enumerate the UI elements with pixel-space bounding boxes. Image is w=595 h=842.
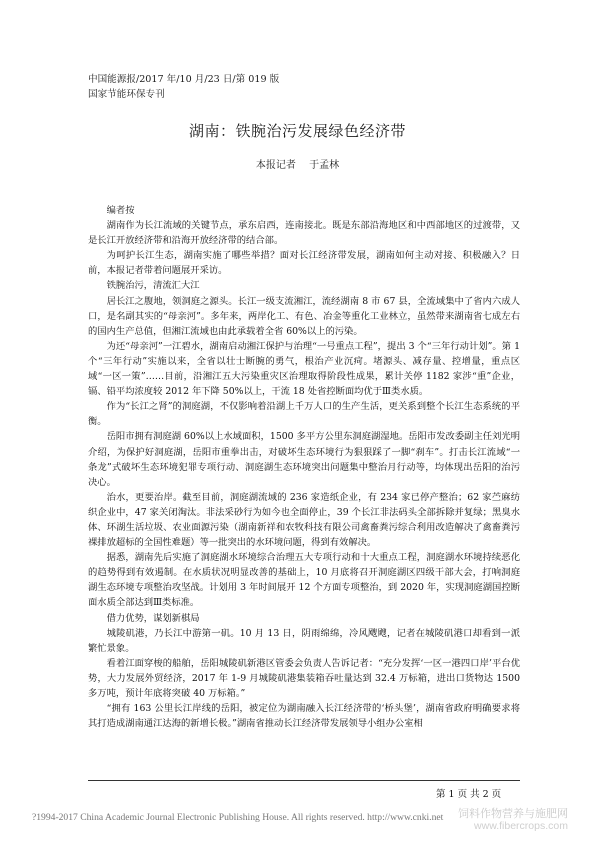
paragraph: 岳阳市拥有洞庭湖 60%以上水域面积，1500 多平方公里东洞庭湖湿地。岳阳市发改委副主任刘光明介绍，为保护好洞庭湖，岳阳市重拳出击，对破坏生态环境行为狠狠踩了一脚“刹车”。打击长江流域“一条龙”式破坏生态环境犯罪专项行动、洞庭湖生态环境突出问题集中整治月行动等，均体现出岳阳的治污决心。	[88, 431, 520, 488]
section-heading: 铁腕治污，清流汇大江	[106, 280, 200, 292]
article-body	[88, 203, 520, 731]
paragraph: 为还“母亲河”一江碧水，湖南启动湘江保护与治理“一号重点工程”，提出 3 个“三年行动计划”。第 1 个“三年行动”实施以来，全省以壮士断腕的勇气，根治产业沉疴。堵源头、减存量、控增量，重点区域“一区一策”……目前，沿湘江五大污染重灾区治理取得阶段性成果，累计关停 1182 家涉“重”企业，镉、铅平均浓度较 2012 年下降 50%以上，干流 18 处省控断面均优于Ⅲ类水质。	[88, 340, 520, 398]
watermark-title: 饲料作物营养与施肥网	[458, 808, 568, 820]
paragraph: 城陵矶港，乃长江中游第一矶。10 月 13 日，阴雨绵绵，冷风飕飕，记者在城陵矶港口却看到一派繁忙景象。	[88, 627, 520, 654]
column-name: 国家节能环保专刊	[88, 89, 165, 100]
source-line: 中国能源报/2017 年/10 月/23 日/第 019 版	[88, 74, 280, 85]
section-heading: 借力优势，谋划新棋局	[106, 612, 200, 624]
paragraph: 看着江面穿梭的船舶，岳阳城陵矶新港区管委会负责人告诉记者：“充分发挥‘一区一港四口岸’平台优势，大力发展外贸经济，2017 年 1-9 月城陵矶港集装箱吞吐量达到 32.4 万标箱，进出口货物达 1500 多万吨，预计年底将突破 40 万标箱。”	[88, 657, 520, 699]
paragraph: 治水，更要治岸。截至目前，洞庭湖流域的 236 家造纸企业，有 234 家已停产整治；62 家苎麻纺织企业中，47 家关闭淘汰。非法采砂行为如今也全面停止，39 个长江非法码头全部拆除并复绿；黑臭水体、环湖生活垃圾、农业面源污染（湖南新祥和农牧科技有限公司禽畜粪污综合利用改造解决了禽畜粪污裸排放超标的全国性难题）等一批突出的水环境问题，得到有效解决。	[88, 491, 520, 549]
paragraph: 为呵护长江生态，湖南实施了哪些举措？面对长江经济带发展，湖南如何主动对接、积极融入？日前，本报记者带着问题展开采访。	[88, 250, 520, 277]
site-watermark	[458, 808, 568, 832]
section-label-editor-note: 编者按	[106, 205, 135, 216]
paragraph: 据悉，湖南先后实施了洞庭湖水环境综合治理五大专项行动和十大重点工程，洞庭湖水环境持续恶化的趋势得到有效遏制。在水质状况明显改善的基础上，10 月底将召开洞庭湖区四级干部大会，打响洞庭湖生态环境专项整治攻坚战。计划用 3 年时间展开 12 个方面专项整治，到 2020 年，实现洞庭湖国控断面水质全部达到Ⅲ类标准。	[88, 552, 520, 609]
document-meta	[88, 72, 279, 102]
paragraph: 湖南作为长江流域的关键节点，承东启西，连南接北。既是东部沿海地区和中西部地区的过渡带，又是长江开放经济带和沿海开放经济带的结合部。	[88, 220, 520, 247]
watermark-url: www.fibercrops.com	[474, 820, 568, 832]
page-number: 第 1 页 共 2 页	[436, 789, 502, 800]
paragraph: 居长江之腹地，领洞庭之源头。长江一级支流湘江，流经湖南 8 市 67 县，全流域集中了省内六成人口，是名副其实的“母亲河”。多年来，两岸化工、有色、冶金等重化工业林立，虽然带来湖南省七成左右的国内生产总值，但湘江流域也由此承载着全省 60%以上的污染。	[88, 295, 520, 337]
footer-rule	[88, 780, 520, 781]
copyright-footer: ?1994-2017 China Academic Journal Electronic Publishing House. All rights reserved. http://www.cnki.net	[32, 812, 444, 823]
article-byline: 本报记者 于孟林	[255, 160, 340, 171]
paragraph: 作为“长江之肾”的洞庭湖，不仅影响着沿湖上千万人口的生产生活，更关系到整个长江生态系统的平衡。	[88, 401, 520, 428]
paragraph: “拥有 163 公里长江岸线的岳阳，被定位为湖南融入长江经济带的‘桥头堡’，湖南省政府明确要求将其打造成湖南通江达海的新增长极。”湖南省推动长江经济带发展领导小组办公室相	[88, 703, 520, 730]
article-title: 湖南：铁腕治污发展绿色经济带	[188, 122, 406, 140]
